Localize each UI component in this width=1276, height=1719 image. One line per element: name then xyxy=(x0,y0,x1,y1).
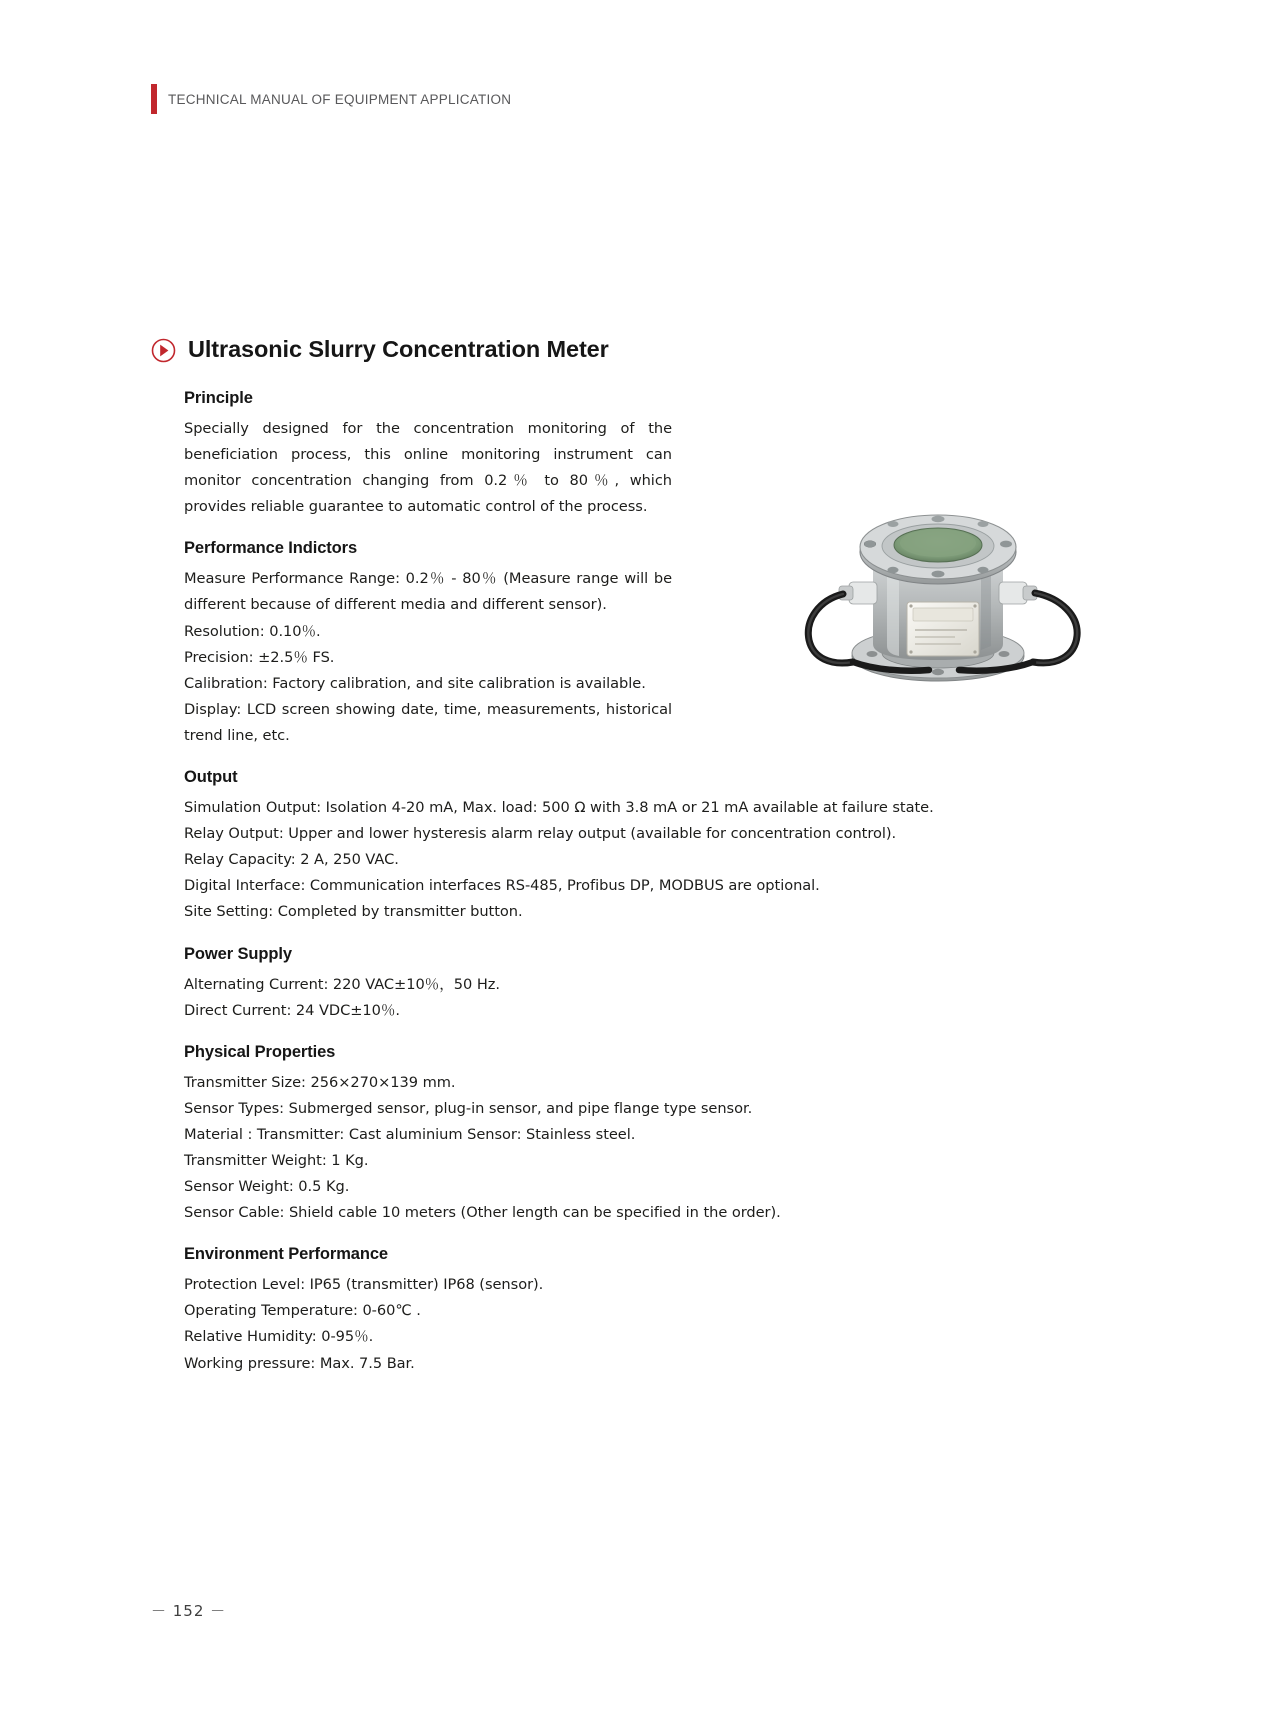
environment-line: Protection Level: IP65 (transmitter) IP68 (sensor). xyxy=(184,1276,544,1294)
header-accent-rule xyxy=(151,84,157,114)
power-supply-line: Alternating Current: 220 VAC±10％，50 Hz. xyxy=(184,975,500,993)
product-photo xyxy=(795,474,1101,690)
page-number: － 152 － xyxy=(151,1602,227,1620)
performance-line: Precision: ±2.5％ FS. xyxy=(184,648,335,666)
environment-line: Operating Temperature: 0-60℃ . xyxy=(184,1302,421,1320)
circled-arrow-icon xyxy=(151,338,176,363)
physical-line: Material : Transmitter: Cast aluminium Sensor: Stainless steel. xyxy=(184,1125,636,1143)
product-title-row xyxy=(151,336,1101,363)
page-title: Ultrasonic Slurry Concentration Meter xyxy=(188,336,609,362)
environment-line: Relative Humidity: 0-95％. xyxy=(184,1328,374,1346)
section-heading-environment-performance: Environment Performance xyxy=(184,1245,389,1264)
environment-line: Working pressure: Max. 7.5 Bar. xyxy=(184,1354,415,1372)
physical-line: Sensor Cable: Shield cable 10 meters (Other length can be specified in the order). xyxy=(184,1204,781,1222)
section-heading-physical-properties: Physical Properties xyxy=(184,1042,336,1061)
page-header xyxy=(151,84,511,114)
performance-line: Calibration: Factory calibration, and site calibration is available. xyxy=(184,674,646,692)
section-heading-power-supply: Power Supply xyxy=(184,944,292,963)
output-line: Digital Interface: Communication interfaces RS-485, Profibus DP, MODBUS are optional. xyxy=(184,877,820,895)
physical-line: Sensor Weight: 0.5 Kg. xyxy=(184,1178,350,1196)
power-supply-line: Direct Current: 24 VDC±10％. xyxy=(184,1001,401,1019)
section-heading-output: Output xyxy=(184,768,238,787)
performance-line: Measure Performance Range: 0.2％ - 80％ (Measure range will be different because of different media and different sensor). xyxy=(184,570,672,614)
section-heading-performance: Performance Indictors xyxy=(184,539,358,558)
header-title: TECHNICAL MANUAL OF EQUIPMENT APPLICATION xyxy=(168,91,512,107)
output-line: Site Setting: Completed by transmitter button. xyxy=(184,903,523,921)
performance-line: Resolution: 0.10％. xyxy=(184,622,321,640)
body-area xyxy=(151,389,1101,1377)
output-line: Relay Output: Upper and lower hysteresis alarm relay output (available for concentration control). xyxy=(184,825,897,843)
output-line: Simulation Output: Isolation 4-20 mA, Max. load: 500 Ω with 3.8 mA or 21 mA available at failure state. xyxy=(184,799,934,817)
page-content xyxy=(151,336,1101,1377)
physical-line: Transmitter Weight: 1 Kg. xyxy=(184,1151,369,1169)
performance-line: Display: LCD screen showing date, time, measurements, historical trend line, etc. xyxy=(184,700,672,744)
physical-line: Sensor Types: Submerged sensor, plug-in sensor, and pipe flange type sensor. xyxy=(184,1099,753,1117)
output-line: Relay Capacity: 2 A, 250 VAC. xyxy=(184,851,399,869)
physical-line: Transmitter Size: 256×270×139 mm. xyxy=(184,1073,456,1091)
section-heading-principle: Principle xyxy=(184,389,253,407)
principle-paragraph: Specially designed for the concentration monitoring of the beneficiation process, this online monitoring instrument can monitor concentration changing from 0.2％ to 80％, which provides reliable guarantee to automatic control of the process. xyxy=(184,420,672,516)
